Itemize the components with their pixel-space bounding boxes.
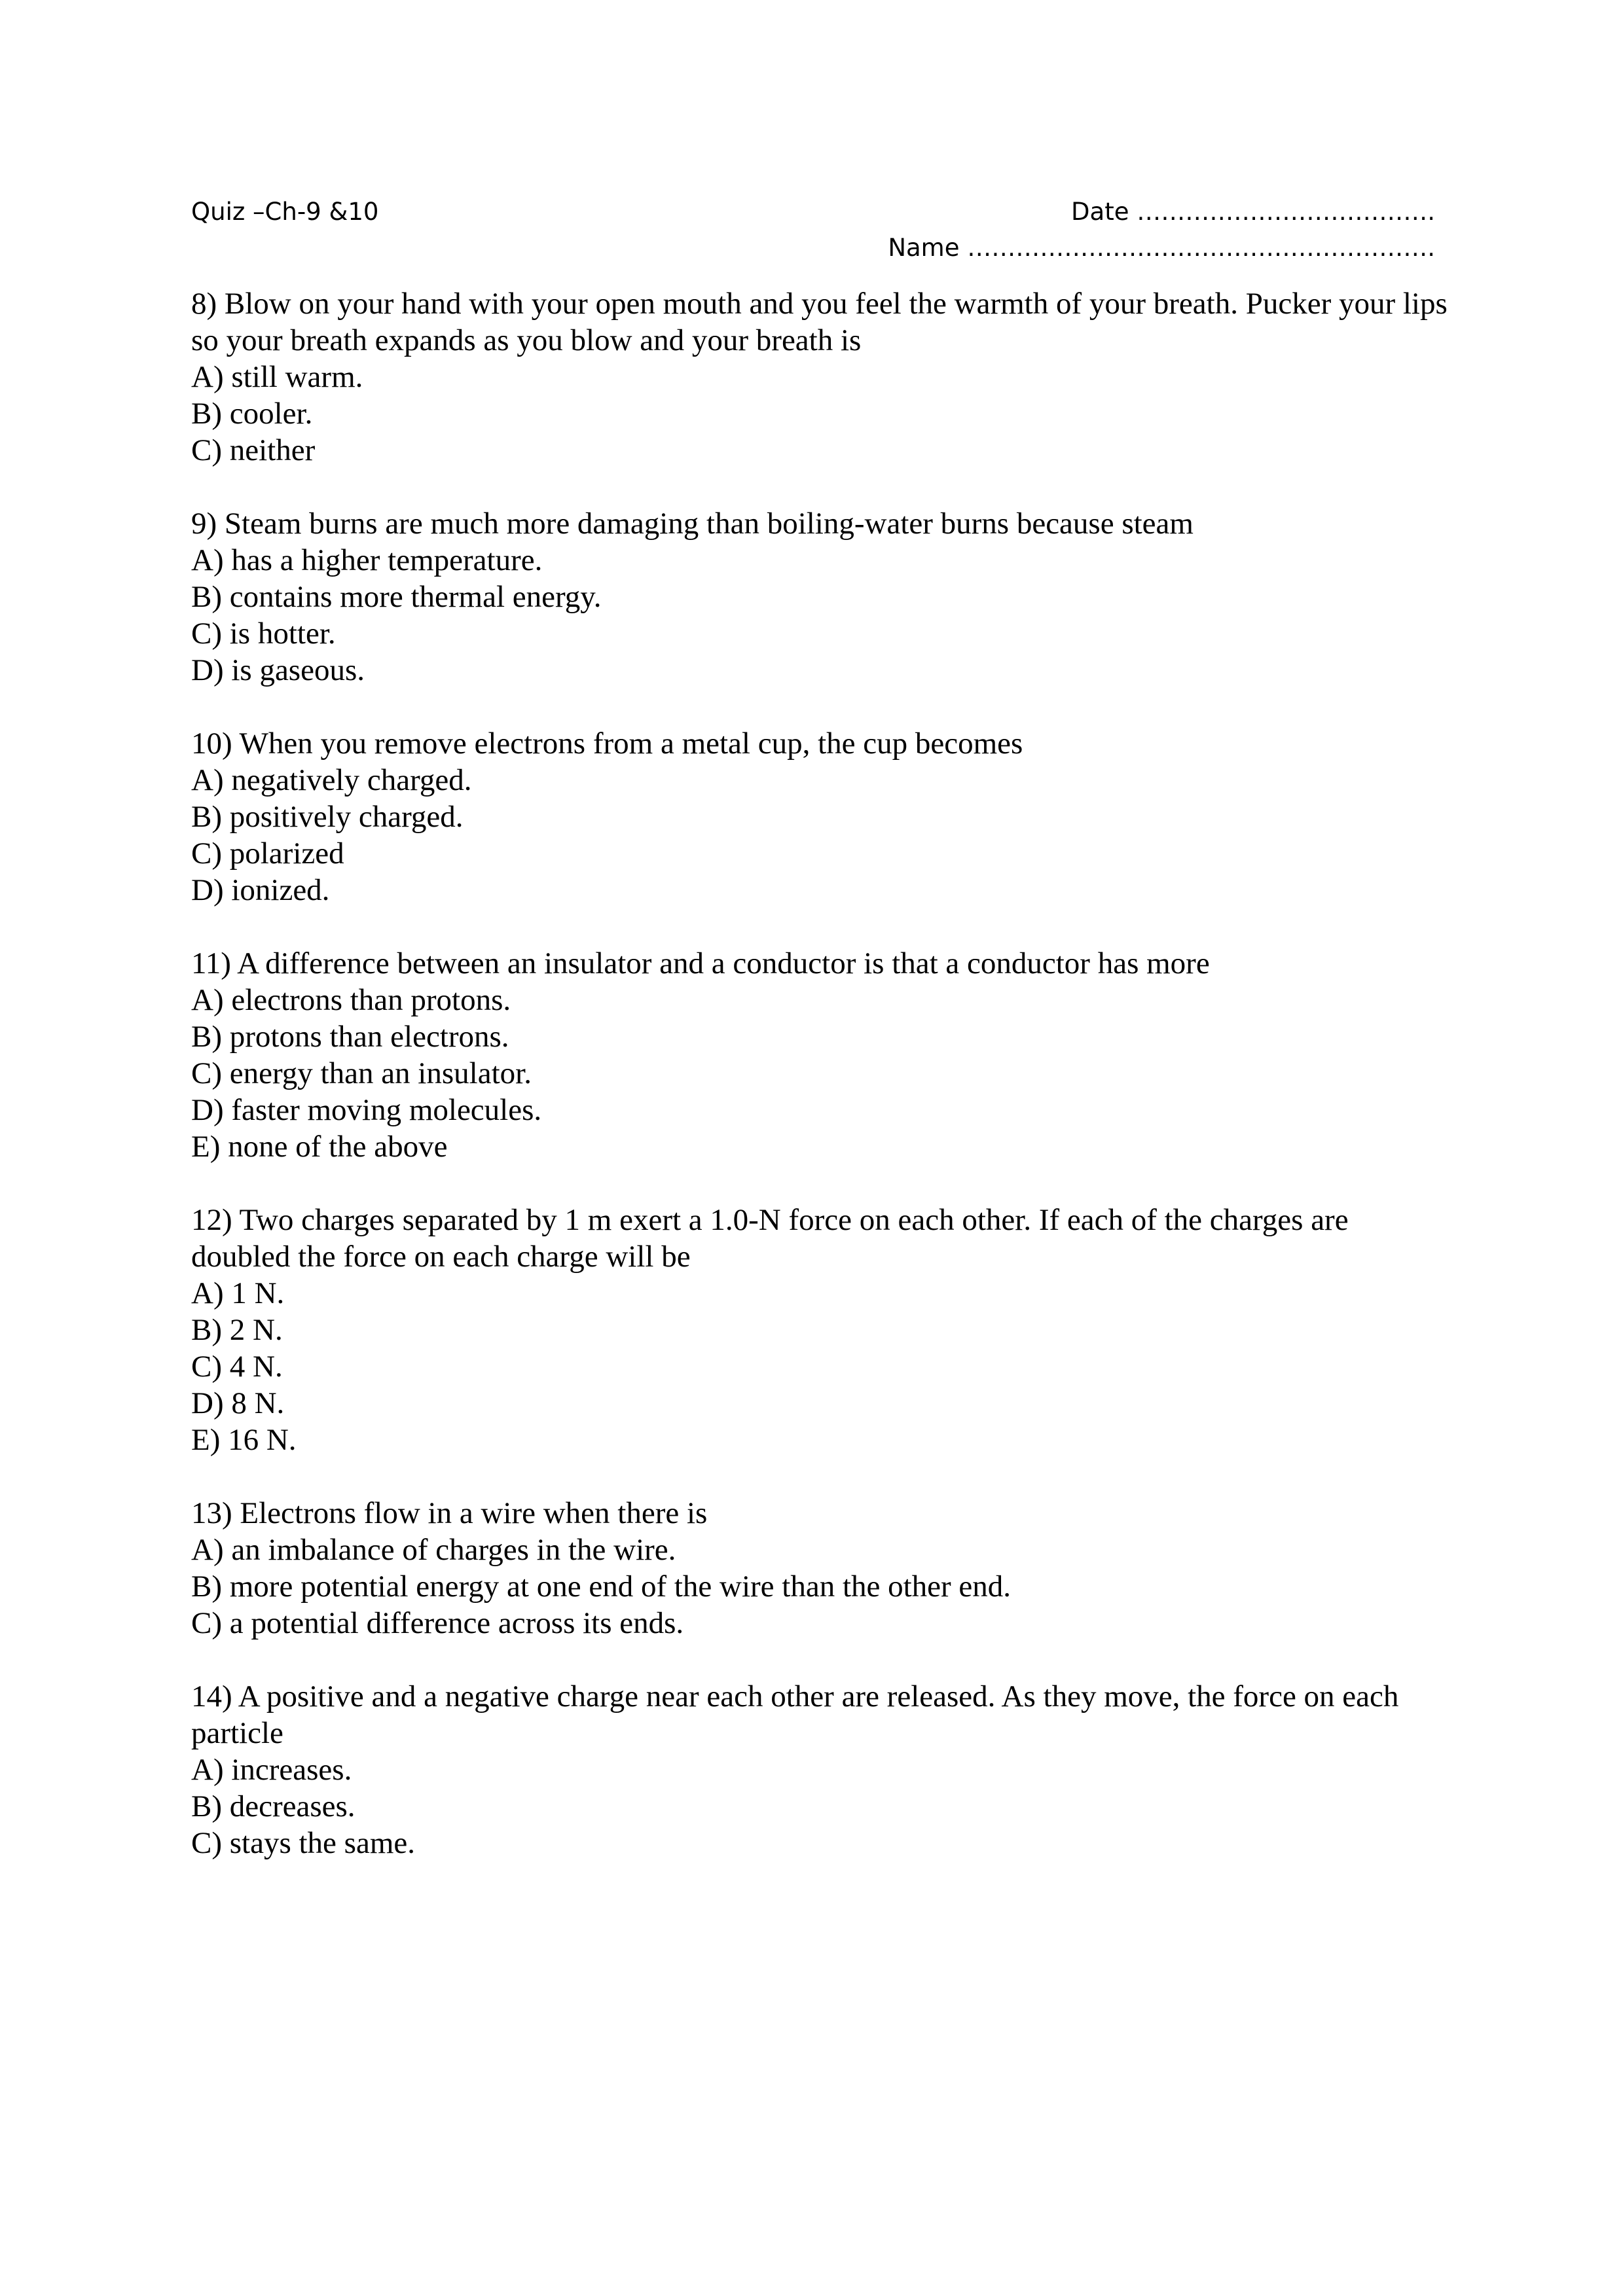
answer-option-b: B) more potential energy at one end of the wire than the other end. bbox=[191, 1570, 1012, 1604]
question-list bbox=[191, 285, 1448, 1898]
answer-option-b: B) 2 N. bbox=[191, 1313, 283, 1347]
answer-option-c: C) is hotter. bbox=[191, 617, 336, 651]
question-stem: 12) Two charges separated by 1 m exert a 1.0-N force on each other. If each of the charges are doubled the force on each charge will be bbox=[191, 1203, 1349, 1274]
answer-option-c: C) polarized bbox=[191, 836, 344, 870]
answer-option-a: A) increases. bbox=[191, 1753, 352, 1787]
answer-option-b: B) decreases. bbox=[191, 1789, 356, 1823]
answer-option-d: D) is gaseous. bbox=[191, 653, 365, 687]
name-field: Name …………………………………………………. bbox=[888, 234, 1435, 262]
question-stem: 9) Steam burns are much more damaging than boiling-water burns because steam bbox=[191, 507, 1194, 541]
answer-option-b: B) contains more thermal energy. bbox=[191, 580, 602, 614]
answer-option-d: D) faster moving molecules. bbox=[191, 1093, 542, 1127]
question-14 bbox=[191, 1678, 1448, 1861]
date-field: Date ………………………………. bbox=[1071, 198, 1435, 226]
answer-option-b: B) protons than electrons. bbox=[191, 1020, 509, 1054]
question-9 bbox=[191, 505, 1448, 689]
answer-option-a: A) negatively charged. bbox=[191, 763, 472, 797]
question-10 bbox=[191, 725, 1448, 908]
answer-option-a: A) has a higher temperature. bbox=[191, 543, 543, 577]
answer-option-d: D) 8 N. bbox=[191, 1386, 285, 1420]
answer-option-e: E) none of the above bbox=[191, 1130, 448, 1164]
answer-option-a: A) still warm. bbox=[191, 360, 363, 394]
answer-option-a: A) 1 N. bbox=[191, 1276, 285, 1310]
answer-option-c: C) 4 N. bbox=[191, 1350, 283, 1384]
question-8 bbox=[191, 285, 1448, 469]
answer-option-b: B) cooler. bbox=[191, 397, 313, 431]
answer-option-d: D) ionized. bbox=[191, 873, 330, 907]
question-stem: 10) When you remove electrons from a metal cup, the cup becomes bbox=[191, 726, 1023, 761]
answer-option-c: C) energy than an insulator. bbox=[191, 1056, 532, 1090]
quiz-title: Quiz –Ch-9 &10 bbox=[191, 198, 379, 226]
answer-option-b: B) positively charged. bbox=[191, 800, 464, 834]
question-11 bbox=[191, 945, 1448, 1165]
quiz-header bbox=[191, 194, 1435, 266]
question-12 bbox=[191, 1202, 1448, 1458]
answer-option-c: C) a potential difference across its ends. bbox=[191, 1606, 684, 1640]
answer-option-a: A) an imbalance of charges in the wire. bbox=[191, 1533, 676, 1567]
question-stem: 14) A positive and a negative charge near each other are released. As they move, the force on each particle bbox=[191, 1679, 1399, 1750]
question-stem: 13) Electrons flow in a wire when there is bbox=[191, 1496, 708, 1530]
question-stem: 8) Blow on your hand with your open mouth and you feel the warmth of your breath. Pucker your lips so your breath expands as you blow and your breath is bbox=[191, 287, 1448, 357]
answer-option-e: E) 16 N. bbox=[191, 1423, 297, 1457]
answer-option-a: A) electrons than protons. bbox=[191, 983, 511, 1017]
question-stem: 11) A difference between an insulator and a conductor is that a conductor has more bbox=[191, 946, 1210, 980]
answer-option-c: C) stays the same. bbox=[191, 1826, 415, 1860]
question-13 bbox=[191, 1495, 1448, 1641]
answer-option-c: C) neither bbox=[191, 433, 316, 467]
